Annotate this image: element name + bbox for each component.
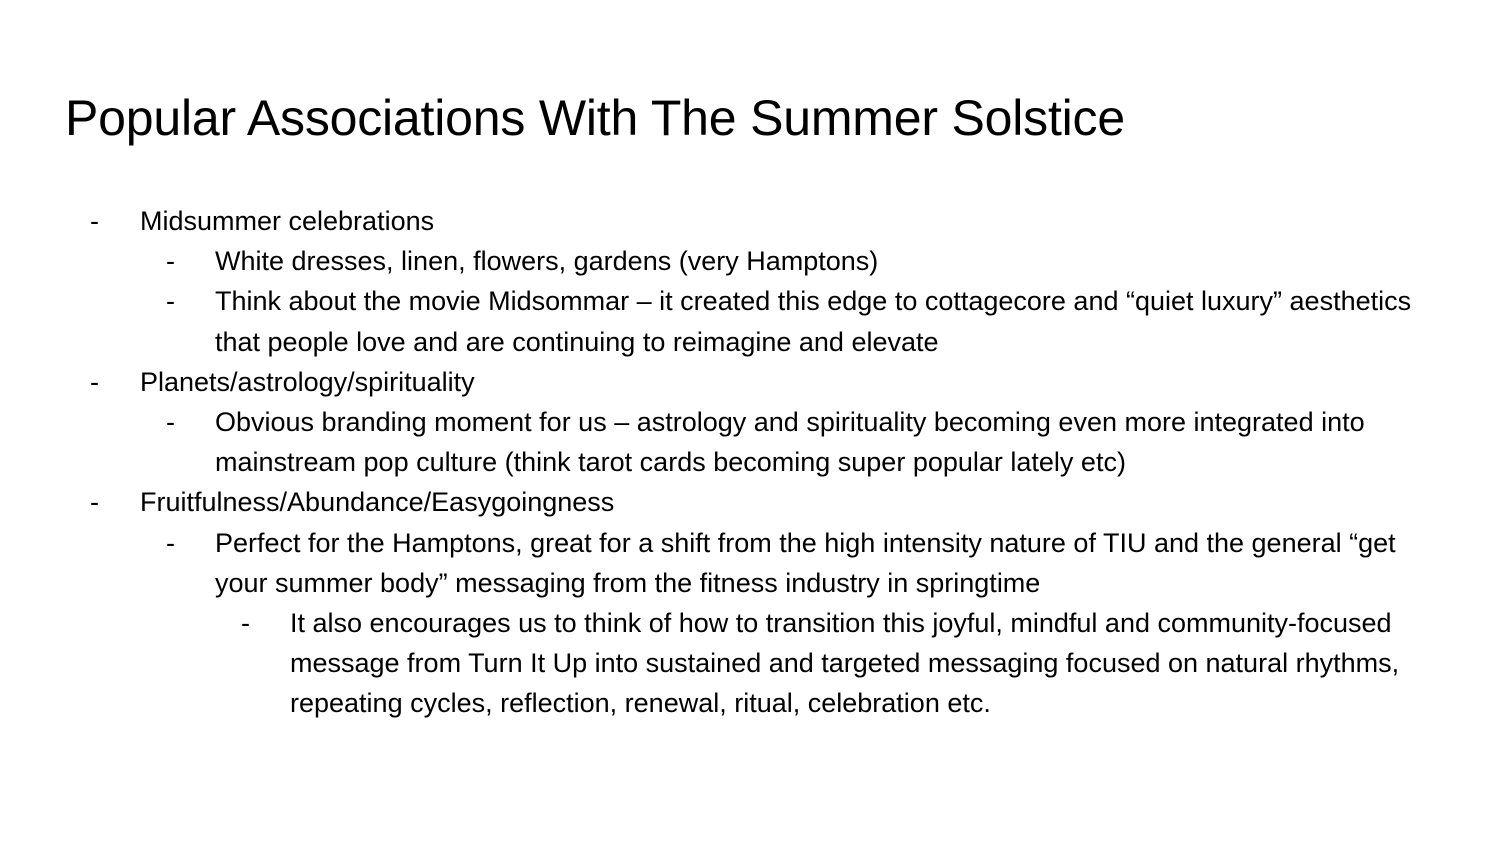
- bullet-dash: -: [166, 407, 175, 438]
- bullet-dash: -: [90, 366, 99, 397]
- bullet-dash: -: [241, 608, 250, 639]
- bullet-dash: -: [166, 246, 175, 277]
- bullet-list: [0, 201, 1500, 724]
- bullet-dash: -: [90, 487, 99, 518]
- bullet-dash: -: [166, 527, 175, 558]
- bullet-item: [0, 362, 1500, 402]
- bullet-text: Perfect for the Hamptons, great for a shift from the high intensity nature of TIU and the general “get your summer body” messaging from the fitness industry in springtime: [215, 527, 1396, 598]
- bullet-item: [0, 523, 1500, 603]
- bullet-dash: -: [90, 206, 99, 236]
- bullet-item: [0, 482, 1500, 522]
- bullet-text: Fruitfulness/Abundance/Easygoingness: [140, 487, 615, 518]
- bullet-item: [0, 241, 1500, 281]
- bullet-text: It also encourages us to think of how to transition this joyful, mindful and community-focused message from Turn It Up into sustained and targeted messaging focused on natural rhythms, repeating cycles, reflection, renewal, ritual, celebration etc.: [290, 608, 1400, 719]
- bullet-text: Midsummer celebrations: [140, 206, 435, 236]
- bullet-item: [0, 603, 1500, 724]
- slide-title: Popular Associations With The Summer Solstice: [65, 90, 1125, 146]
- bullet-text: Planets/astrology/spirituality: [140, 366, 475, 397]
- bullet-text: Think about the movie Midsommar – it created this edge to cottagecore and “quiet luxury” aesthetics that people love and are continuing to reimagine and elevate: [215, 286, 1412, 357]
- bullet-text: Obvious branding moment for us – astrology and spirituality becoming even more integrated into mainstream pop culture (think tarot cards becoming super popular lately etc): [215, 407, 1365, 478]
- bullet-text: White dresses, linen, flowers, gardens (very Hamptons): [215, 246, 879, 277]
- bullet-item: [0, 402, 1500, 482]
- bullet-item: [0, 201, 1500, 241]
- bullet-dash: -: [166, 286, 175, 317]
- bullet-item: [0, 281, 1500, 361]
